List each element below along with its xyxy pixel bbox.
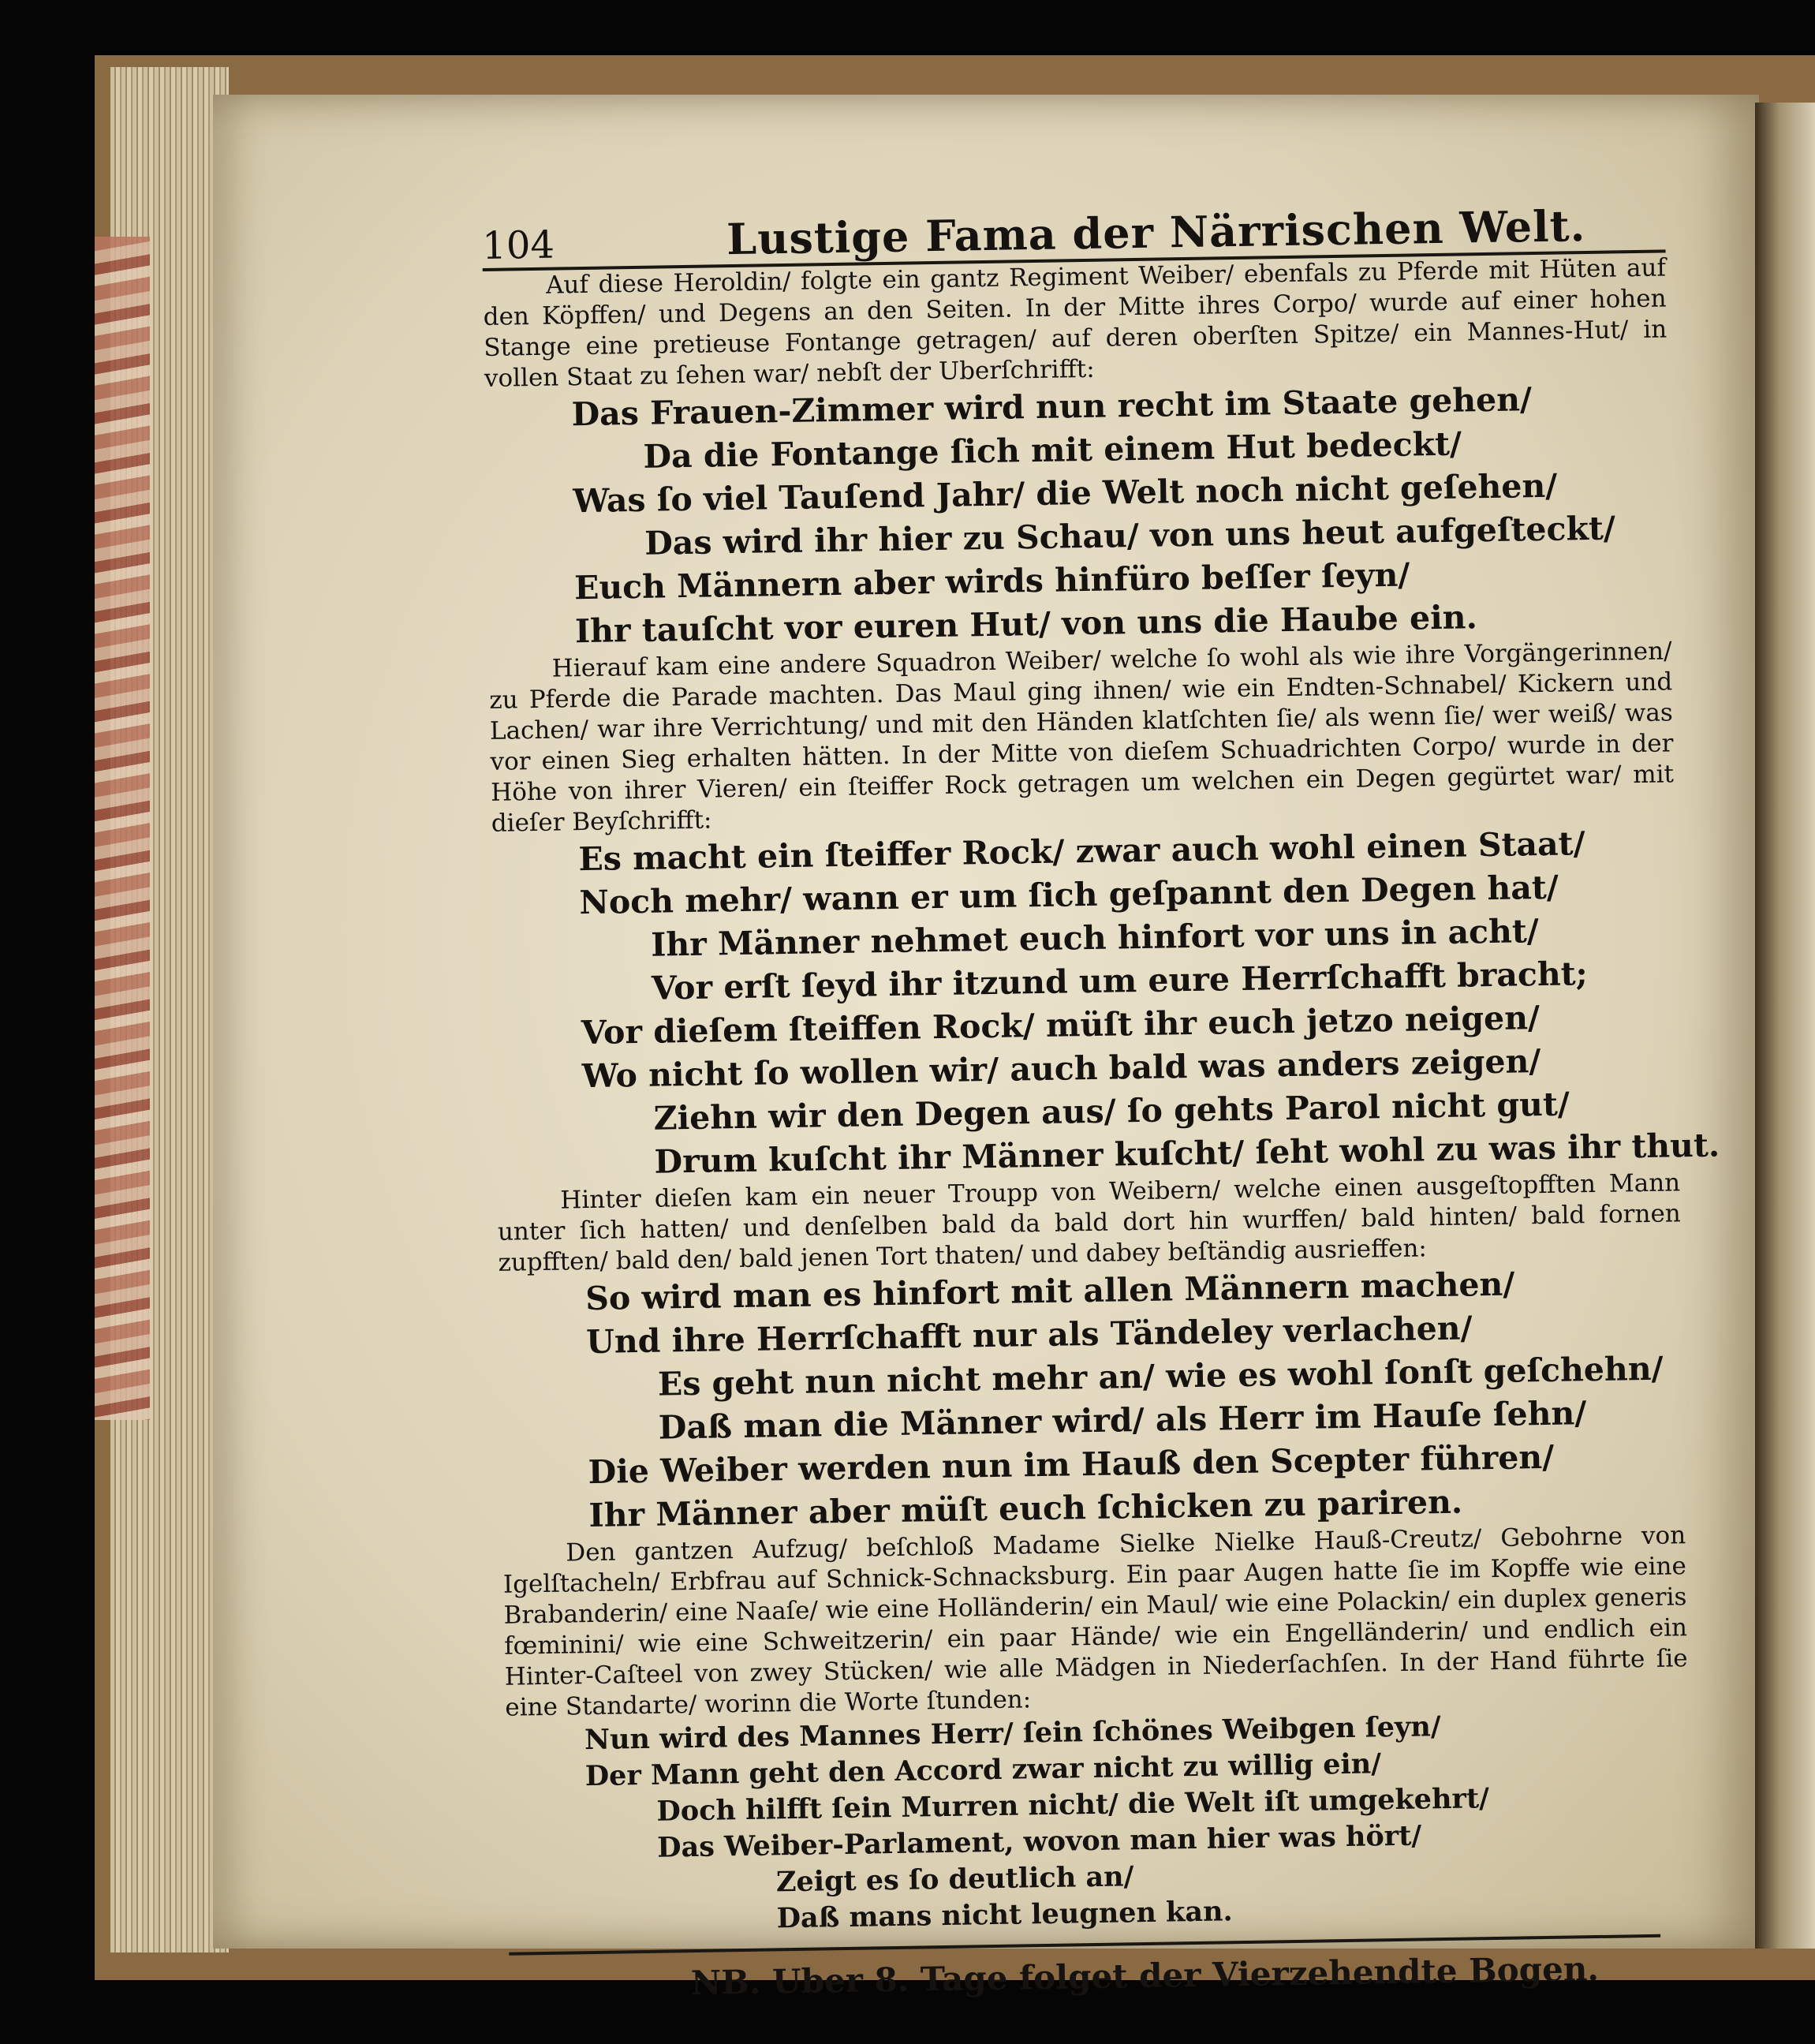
verse-line: Das Weiber-Parlament, wovon man hier was hört/ xyxy=(656,1819,1422,1864)
verse-2 xyxy=(491,820,1720,1186)
gutter xyxy=(1755,103,1815,1949)
verse-line: Daß man die Männer wird/ als Herr im Hauſe ſehn/ xyxy=(658,1394,1587,1447)
verse-line: Der Mann geht den Accord zwar nicht zu willig ein/ xyxy=(584,1747,1382,1793)
verse-line: Ziehn wir den Degen aus/ ſo gehts Parol nicht gut/ xyxy=(653,1085,1570,1138)
verse-line: Euch Männern aber wirds hinfüro beſſer ſeyn/ xyxy=(573,555,1410,607)
verse-line: Die Weiber werden nun im Hauß den Scepter führen/ xyxy=(588,1437,1555,1492)
verse-line: Was ſo viel Tauſend Jahr/ die Welt noch nicht geſehen/ xyxy=(573,466,1558,521)
verse-line: Daß mans nicht leugnen kan. xyxy=(776,1895,1233,1935)
verse-line: Vor dieſem ſteiffen Rock/ müſt ihr euch jetzo neigen/ xyxy=(581,999,1541,1052)
verse-line: Das wird ihr hier zu Schau/ von uns heut aufgeſteckt/ xyxy=(644,509,1616,562)
paragraph-2: Hierauf kam eine andere Squadron Weiber/ welche ſo wohl als wie ihre Vorgängerinnen/ zu Pferde die Parade machten. Das Maul ging ihnen/ wie ein Endten-Schnabel/ Kickern und Lachen/ war ihre Verrichtung/ und mit den Händen klatſchten ſie/ als wenn ſie/ wer weiß/ was vor einen Sieg erhalten hätten. In der Mitte von dieſem Schuadrichten Corpo/ wurde in der Höhe von ihrer Vieren/ ein ſteiffer Rock getragen um welchen ein Degen gegürtet war/ mit dieſer Beyſchrifft: xyxy=(489,637,1675,838)
running-title: Lustige Fama der Närrischen Welt. xyxy=(726,200,1586,265)
verse-line: Wo nicht ſo wollen wir/ auch bald was anders zeigen/ xyxy=(581,1042,1541,1096)
verse-line: Doch hilfft ſein Murren nicht/ die Welt iſt umgekehrt/ xyxy=(656,1782,1490,1828)
verse-1 xyxy=(484,376,1671,655)
page-number: 104 xyxy=(481,222,555,268)
paragraph-4: Den gantzen Aufzug/ beſchloß Madame Sielke Nielke Hauß-Creutz/ Gebohrne von Igelſtacheln/ Erbfrau auf Schnick-Schnacksburg. Ein paar Augen hatte ſie im Kopffe wie eine Brabanderin/ eine Naaſe/ wie eine Holländerin/ ein Maul/ wie eine Polackin/ ein duplex generis fœminini/ wie eine Schweitzerin/ ein paar Hände/ wie ein Engelländerin/ und endlich ein Hinter-Caſteel von zwey Stücken/ wie alle Mädgen in Niederſachſen. In der Hand führte ſie eine Standarte/ worinn die Worte ſtunden: xyxy=(502,1521,1688,1722)
verse-4 xyxy=(506,1705,1692,1941)
page-text xyxy=(481,163,1720,2005)
verse-line: Drum kuſcht ihr Männer kuſcht/ ſeht wohl zu was ihr thut. xyxy=(654,1126,1720,1181)
verse-line: Das Frauen-Zimmer wird nun recht im Staate gehen/ xyxy=(571,380,1533,434)
verse-line: Noch mehr/ wann er um ſich geſpannt den Degen hat/ xyxy=(578,868,1559,922)
verse-line: Nun wird des Mannes Herr/ ſein ſchönes Weibgen ſeyn/ xyxy=(584,1710,1441,1757)
verse-line: Es geht nun nicht mehr an/ wie es wohl ſonſt geſchehn/ xyxy=(657,1349,1664,1403)
verse-line: Zeigt es ſo deutlich an/ xyxy=(775,1860,1134,1899)
paragraph-3: Hinter dieſen kam ein neuer Troupp von Weibern/ welche einen ausgeſtopfften Mann unter ſich hatten/ und denſelben bald da bald dort hin wurffen/ bald hinten/ bald fornen zupfften/ bald den/ bald jenen Tort thaten/ und dabey beſtändig ausrieffen: xyxy=(497,1168,1682,1277)
verse-line: Ihr tauſcht vor euren Hut/ von uns die Haube ein. xyxy=(574,598,1478,651)
verse-line: Vor erſt ſeyd ihr itzund um eure Herrſchafft bracht; xyxy=(651,955,1589,1007)
paragraph-1: Auf diese Heroldin/ folgte ein gantz Regiment Weiber/ ebenfals zu Pferde mit Hüten auf den Köpffen/ und Degens an den Seiten. In der Mitte ihres Corpo/ wurde auf einer hohen Stange eine pretieuse Fontange getragen/ auf deren oberſten Spitze/ ein Mannes-Hut/ in vollen Staat zu ſehen war/ nebſt der Uberſchrifft: xyxy=(483,253,1667,393)
footer-note: NB. Uber 8. Tage folget der Vierzehendte Bogen. xyxy=(690,1949,1600,2003)
verse-line: Da die Fontange ſich mit einem Hut bedeckt/ xyxy=(643,424,1462,476)
verse-line: Es macht ein ſteiffer Rock/ zwar auch wohl einen Staat/ xyxy=(578,824,1585,879)
verse-line: Ihr Männer aber müſt euch ſchicken zu pariren. xyxy=(588,1482,1463,1535)
verse-line: Und ihre Herrſchafft nur als Tändeley verlachen/ xyxy=(585,1309,1473,1362)
verse-line: So wird man es hinfort mit allen Männern machen/ xyxy=(584,1265,1515,1318)
verse-3 xyxy=(499,1260,1686,1539)
verse-line: Ihr Männer nehmet euch hinfort vor uns in acht/ xyxy=(650,912,1540,964)
marbled-edge xyxy=(95,237,150,1420)
